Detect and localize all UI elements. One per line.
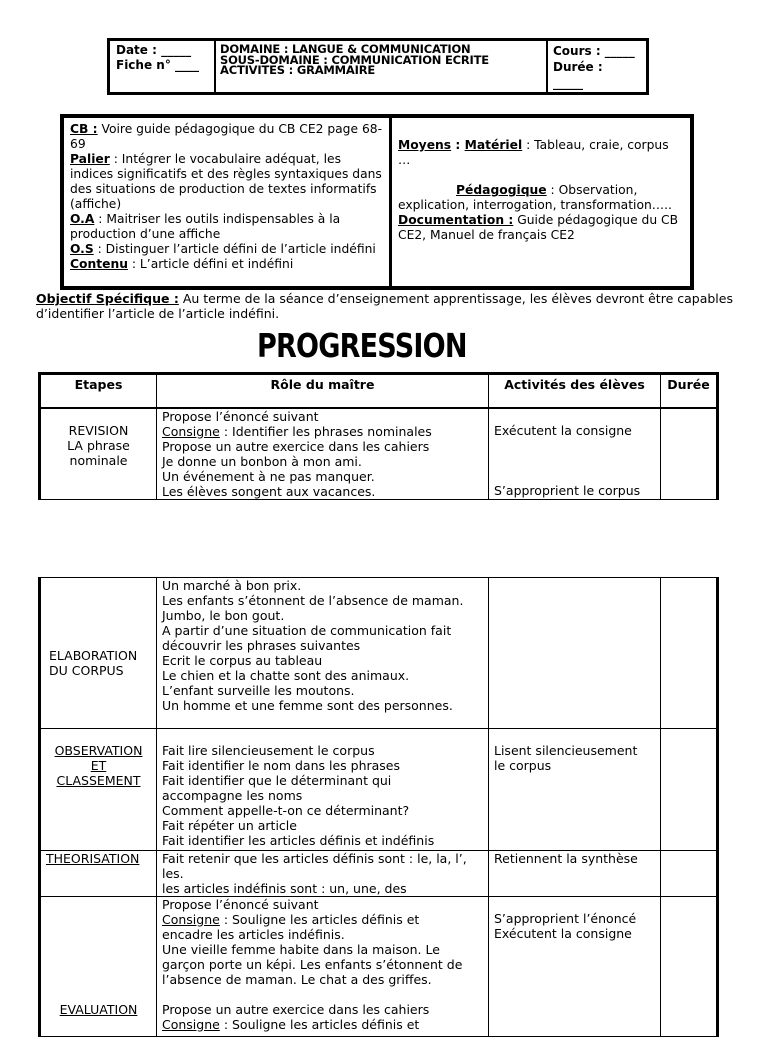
role-consigne-line — [162, 424, 483, 439]
contenu-entry — [70, 257, 383, 272]
objective-text: Au terme de la séance d’enseignement apprentissage, les élèves devront être capables d’identifier l’article de l’article indéfini. — [36, 291, 733, 321]
role-line: Fait répéter un article — [162, 818, 297, 833]
role-line: Propose l’énoncé suivant — [162, 409, 319, 424]
role-line: Un marché à bon prix. — [162, 578, 302, 593]
stage-evaluation — [40, 897, 157, 1037]
header-domain-cell — [216, 41, 548, 92]
stage-observation-line: ET — [90, 758, 107, 773]
consigne-label: Consigne — [162, 1017, 220, 1032]
date-field: Date : _____ — [116, 43, 192, 57]
consigne-text: : Souligne les articles définis et — [219, 912, 420, 927]
consigne-text: : Souligne les articles définis et — [219, 1017, 420, 1032]
documentation-label: Documentation : — [398, 213, 514, 227]
role-observation — [157, 729, 489, 851]
role-line: Ecrit le corpus au tableau — [162, 653, 323, 668]
cb-entry — [70, 122, 383, 152]
palier-entry — [70, 152, 383, 212]
activity-evaluation — [489, 897, 661, 1037]
role-line: A partir d’une situation de communication fait — [162, 623, 452, 638]
stage-theorisation-label: THEORISATION — [46, 851, 140, 866]
stage-revision-line: nominale — [69, 453, 128, 468]
cb-text: Voire guide pédagogique du CB CE2 page 68-69 — [70, 122, 383, 151]
duration-theorisation — [661, 851, 718, 897]
cb-label: CB : — [70, 122, 98, 136]
documentation-entry — [398, 213, 684, 243]
duration-field: Durée : — [553, 60, 603, 74]
oa-label: O.A — [70, 212, 95, 226]
role-line: Fait identifier les articles définis et indéfinis — [162, 833, 435, 848]
role-line: accompagne les noms — [162, 788, 303, 803]
activity-theorisation — [489, 851, 661, 897]
activity-line: Exécutent la consigne — [494, 926, 632, 941]
progression-table-continued — [38, 577, 719, 1037]
stage-revision — [40, 408, 157, 500]
competence-column — [64, 118, 392, 286]
activity-elaboration — [489, 578, 661, 729]
means-column — [392, 118, 690, 286]
oa-entry — [70, 212, 383, 242]
activity-revision — [489, 408, 661, 500]
table-row-evaluation — [40, 897, 718, 1037]
activity-line: Retiennent la synthèse — [494, 851, 638, 866]
role-line: Propose un autre exercice dans les cahiers — [162, 1002, 430, 1017]
role-consigne-line — [162, 1017, 483, 1032]
table-header-row — [40, 374, 718, 409]
role-line: découvrir les phrases suivantes — [162, 638, 361, 653]
palier-text: : Intégrer le vocabulaire adéquat, les indices significatifs et des règles syntaxiques dans des situations de production de textes informatifs (affiche) — [70, 152, 382, 211]
activity-line: S’approprient l’énoncé — [494, 911, 637, 926]
pedagogique-text: : Observation, explication, interrogation, transformation….. — [398, 183, 672, 212]
stage-revision-line: LA phrase — [67, 438, 130, 453]
header-box — [107, 38, 649, 95]
header-duree: Durée — [661, 374, 718, 409]
header-date-cell — [110, 41, 216, 92]
role-line: Jumbo, le bon gout. — [162, 608, 285, 623]
role-line: Comment appelle-t-on ce déterminant? — [162, 803, 410, 818]
role-line: Je donne un bonbon à mon ami. — [162, 454, 362, 469]
header-activites-eleves: Activités des élèves — [489, 374, 661, 409]
header-etapes: Etapes — [40, 374, 157, 409]
specific-objective — [36, 291, 736, 321]
duration-revision — [661, 408, 718, 500]
role-line: Propose l’énoncé suivant — [162, 897, 319, 912]
pedagogique-entry — [398, 183, 684, 213]
table-row-observation — [40, 729, 718, 851]
role-line: encadre les articles indéfinis. — [162, 927, 345, 942]
pedagogique-label: Pédagogique — [456, 183, 547, 197]
role-line: L’enfant surveille les moutons. — [162, 683, 355, 698]
role-line: Fait retenir que les articles définis sont : le, la, l’, — [162, 851, 467, 866]
role-line: les articles indéfinis sont : un, une, des — [162, 881, 407, 896]
consigne-label: Consigne — [162, 912, 220, 927]
activity-observation — [489, 729, 661, 851]
role-revision — [157, 408, 489, 500]
os-label: O.S — [70, 242, 94, 256]
duration-blank: _____ — [553, 76, 583, 90]
objective-label: Objectif Spécifique : — [36, 291, 179, 306]
duration-observation — [661, 729, 718, 851]
role-elaboration — [157, 578, 489, 729]
stage-elaboration-line: DU CORPUS — [49, 663, 124, 678]
role-line: Un homme et une femme sont des personnes. — [162, 698, 453, 713]
role-line: Le chien et la chatte sont des animaux. — [162, 668, 410, 683]
os-entry — [70, 242, 383, 257]
table-row-revision — [40, 408, 718, 500]
progression-table-header — [38, 372, 719, 500]
course-field: Cours : _____ — [553, 44, 635, 58]
materiel-text: : Tableau, craie, corpus … — [398, 138, 669, 167]
role-line: garçon porte un képi. Les enfants s’étonnent de — [162, 957, 463, 972]
table-row-elaboration — [40, 578, 718, 729]
role-line: les. — [162, 866, 184, 881]
role-line: Fait identifier que le déterminant qui — [162, 773, 392, 788]
moyens-label: Moyens — [398, 138, 452, 152]
role-line: Les élèves songent aux vacances. — [162, 484, 376, 499]
contenu-label: Contenu — [70, 257, 128, 271]
role-theorisation — [157, 851, 489, 897]
lesson-info-box — [60, 114, 694, 290]
header-course-cell — [548, 41, 646, 92]
activity-line: le corpus — [494, 758, 552, 773]
role-line: Fait identifier le nom dans les phrases — [162, 758, 401, 773]
role-evaluation — [157, 897, 489, 1037]
domain-line: DOMAINE : LANGUE & COMMUNICATION — [220, 42, 471, 56]
page-title: PROGRESSION — [257, 326, 467, 365]
stage-observation-line: CLASSEMENT — [56, 773, 141, 788]
role-consigne-line — [162, 912, 483, 927]
role-line: Une vieille femme habite dans la maison. Le — [162, 942, 440, 957]
palier-label: Palier — [70, 152, 110, 166]
os-text: : Distinguer l’article défini de l’article indéfini — [93, 242, 376, 256]
stage-elaboration-line: ELABORATION — [49, 648, 138, 663]
stage-elaboration — [40, 578, 157, 729]
consigne-text: : Identifier les phrases nominales — [219, 424, 432, 439]
contenu-text: : L’article défini et indéfini — [127, 257, 294, 271]
consigne-label: Consigne — [162, 424, 220, 439]
stage-theorisation — [40, 851, 157, 897]
activity-line: Lisent silencieusement — [494, 743, 638, 758]
role-line: Propose un autre exercice dans les cahiers — [162, 439, 430, 454]
activity-line: Exécutent la consigne — [494, 423, 632, 438]
materiel-label: Matériel — [464, 138, 523, 152]
oa-text: : Maitriser les outils indispensables à la production d’une affiche — [70, 212, 341, 241]
role-line: Les enfants s’étonnent de l’absence de maman. — [162, 593, 464, 608]
activities-line: ACTIVITES : GRAMMAIRE — [220, 63, 376, 77]
fiche-number-field: Fiche n° ____ — [116, 58, 200, 72]
activity-line: S’approprient le corpus — [494, 483, 641, 498]
role-line: Fait lire silencieusement le corpus — [162, 743, 375, 758]
documentation-text: Guide pédagogique du CB CE2, Manuel de français CE2 — [398, 213, 679, 242]
stage-evaluation-label: EVALUATION — [59, 1002, 138, 1017]
table-row-theorisation — [40, 851, 718, 897]
header-role-maitre: Rôle du maître — [157, 374, 489, 409]
stage-revision-line: REVISION — [68, 423, 129, 438]
role-line: Un événement à ne pas manquer. — [162, 469, 375, 484]
materiel-entry: Moyens : Matériel : Tableau, craie, corpus … — [398, 138, 669, 167]
role-line: l’absence de maman. Le chat a des griffes. — [162, 972, 432, 987]
stage-observation-line: OBSERVATION — [54, 743, 143, 758]
stage-observation — [40, 729, 157, 851]
duration-elaboration — [661, 578, 718, 729]
subdomain-line: SOUS-DOMAINE : COMMUNICATION ECRITE — [220, 52, 489, 67]
duration-evaluation — [661, 897, 718, 1037]
